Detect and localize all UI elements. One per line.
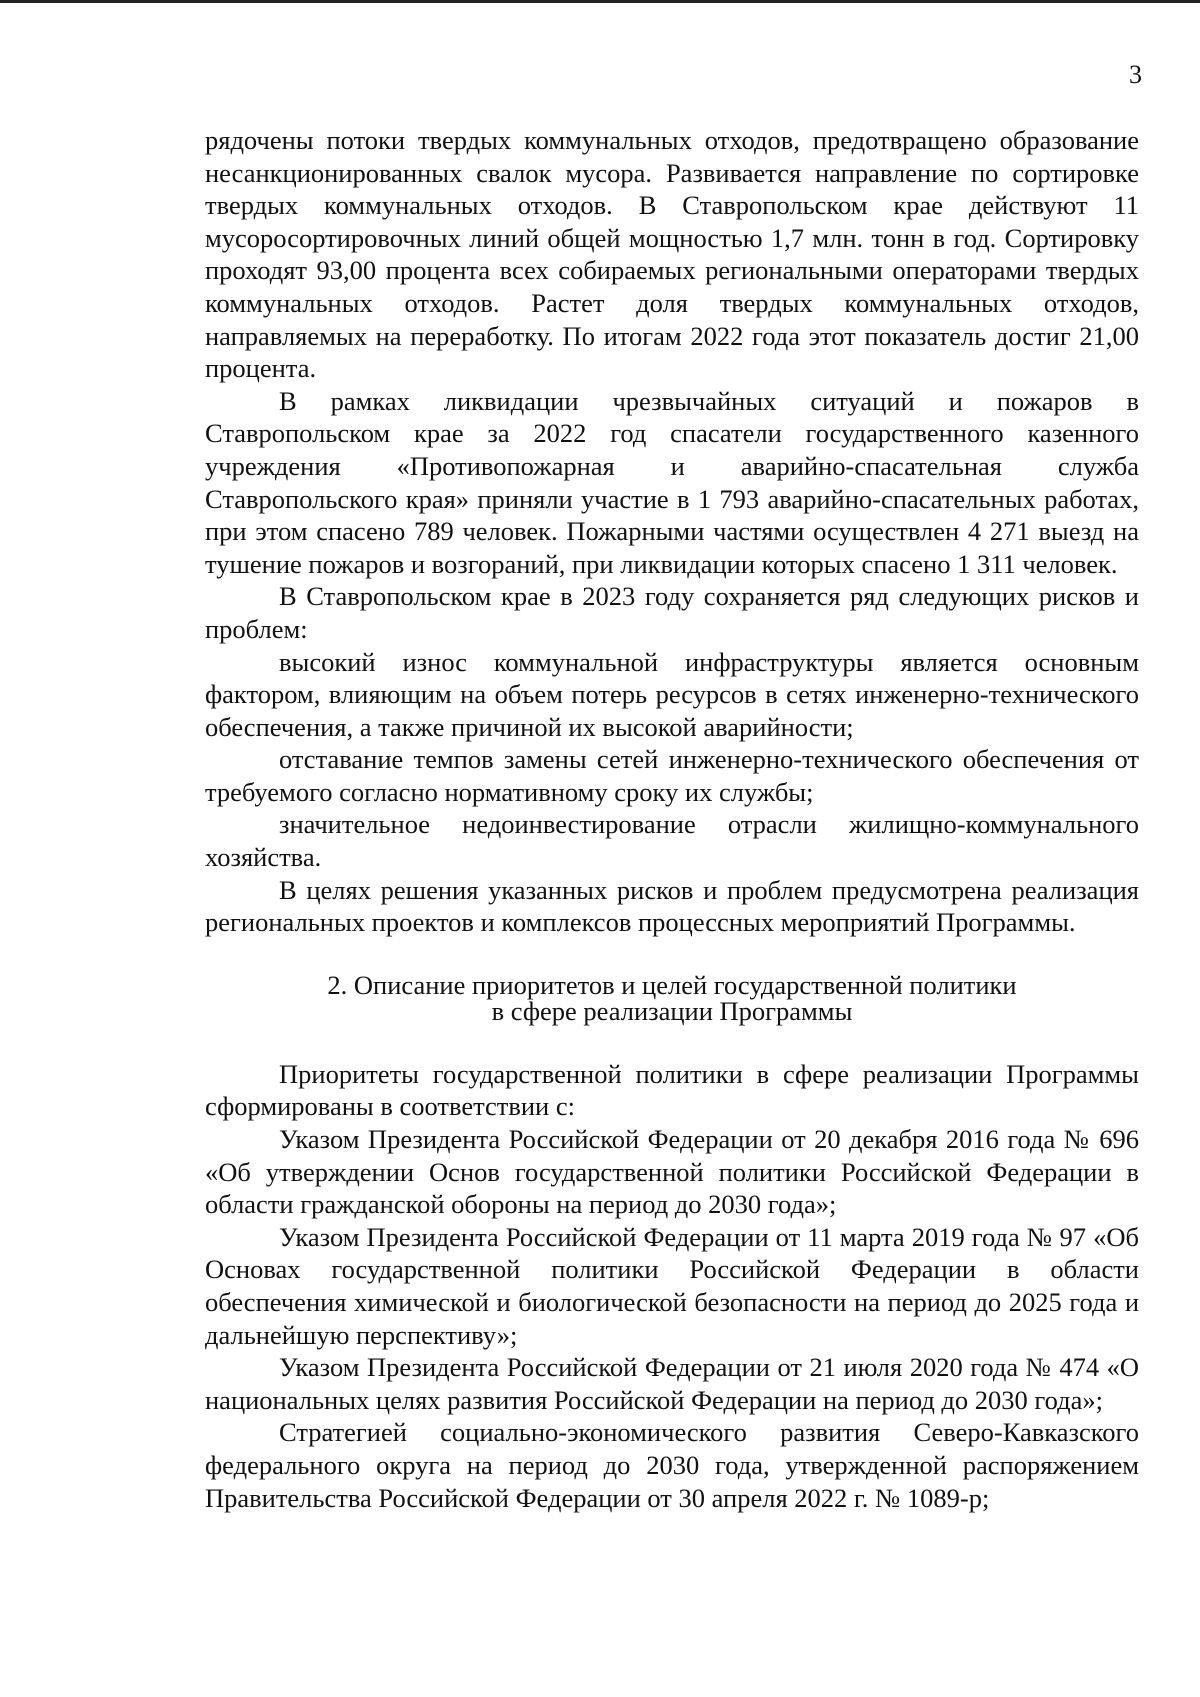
paragraph-decree-97: Указом Президента Российской Федерации от 11 марта 2019 года № 97 «Об Основах государственной политики Российской Федерации в области обеспечения химической и биологической безопасности на период до 2025 года и дальнейшую перспективу»;: [205, 1221, 1139, 1350]
paragraph-risk-underinvestment: значительное недоинвестирование отрасли жилищно-коммунального хозяйства.: [205, 809, 1139, 873]
section-heading: [205, 969, 1139, 1026]
paragraph-risk-solution: В целях решения указанных рисков и проблем предусмотрена реализация региональных проектов и комплексов процессных мероприятий Программы.: [205, 874, 1139, 938]
paragraph-emergency-rescue: В рамках ликвидации чрезвычайных ситуаций и пожаров в Ставропольском крае за 2022 год спасатели государственного казенного учреждения «Противопожарная и аварийно-спасательная служба Ставропольского края» приняли участие в 1 793 аварийно-спасательных работах, при этом спасено 789 человек. Пожарными частями осуществлен 4 271 выезд на тушение пожаров и возгораний, при ликвидации которых спасено 1 311 человек.: [205, 385, 1139, 579]
paragraph-decree-696: Указом Президента Российской Федерации от 20 декабря 2016 года № 696 «Об утверждении Основ государственной политики Российской Федерации в области гражданской обороны на период до 2030 года»;: [205, 1124, 1139, 1220]
paragraph-waste-sorting: рядочены потоки твердых коммунальных отходов, предотвращено образование несанкционированных свалок мусора. Развивается направление по сортировке твердых коммунальных отходов. В Ставропольском крае действуют 11 мусоросортировочных линий общей мощностью 1,7 млн. тонн в год. Сортировку проходят 93,00 процента всех собираемых региональными операторами твердых коммунальных отходов. Растет доля твердых коммунальных отходов, направляемых на переработку. По итогам 2022 года этот показатель достиг 21,00 процента.: [205, 125, 1139, 384]
paragraph-decree-474: Указом Президента Российской Федерации от 21 июля 2020 года № 474 «О национальных целях развития Российской Федерации на период до 2030 года»;: [205, 1352, 1139, 1415]
paragraph-priorities-intro: Приоритеты государственной политики в сфере реализации Программы сформированы в соответствии с:: [205, 1058, 1139, 1122]
paragraph-risk-network-replacement: отставание темпов замены сетей инженерно-технического обеспечения от требуемого согласно нормативному сроку их службы;: [205, 744, 1139, 807]
top-border-line: [0, 0, 1200, 3]
document-body: [205, 124, 1139, 1514]
section-heading-line-2: в сфере реализации Программы: [491, 995, 853, 1026]
paragraph-risks-intro: В Ставропольском крае в 2023 году сохраняется ряд следующих рисков и проблем:: [205, 581, 1139, 644]
paragraph-risk-infrastructure-wear: высокий износ коммунальной инфраструктуры является основным фактором, влияющим на объем потерь ресурсов в сетях инженерно-технического обеспечения, а также причиной их высокой аварийности;: [205, 646, 1139, 742]
page-number: 3: [1129, 60, 1142, 89]
paragraph-strategy-1089: Стратегией социально-экономического развития Северо-Кавказского федерального округа на период до 2030 года, утвержденной распоряжением Правительства Российской Федерации от 30 апреля 2022 г. № 1089-р;: [205, 1417, 1139, 1513]
section-heading-line-1: 2. Описание приоритетов и целей государственной политики: [327, 969, 1017, 1000]
